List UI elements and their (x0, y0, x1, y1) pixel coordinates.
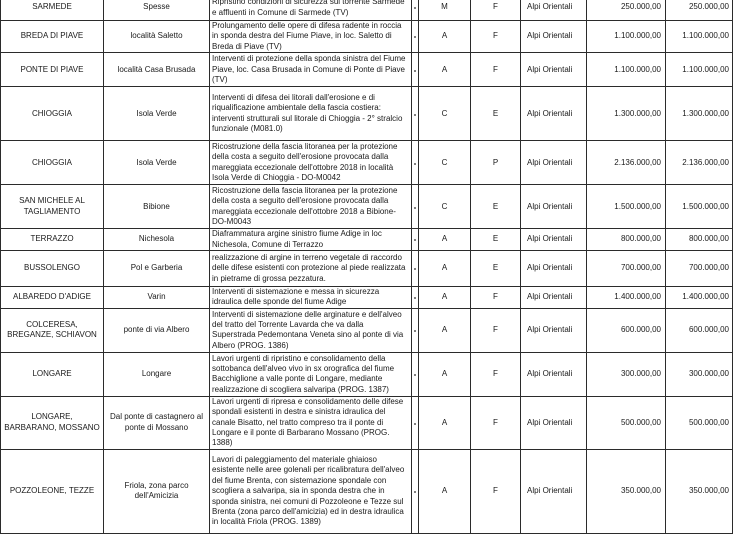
table-row (1, 0, 733, 21)
tipo-dissesto-cell: P (471, 141, 521, 185)
localita-cell: Friola, zona parco dell'Amicizia (104, 449, 210, 533)
comune-cell: SAN MICHELE AL TAGLIAMENTO (1, 185, 104, 229)
marker-cell (412, 0, 419, 21)
tipo-dissesto-cell: E (471, 185, 521, 229)
marker-cell (412, 396, 419, 449)
descrizione-cell: Interventi di sistemazione e messa in sicurezza idraulica delle sponde del fiume Adige (210, 287, 412, 309)
tipo-intervento-cell: A (419, 229, 471, 251)
importo-cell: 350.000,00 (587, 449, 666, 533)
descrizione-cell: Ricostruzione della fascia litoranea per la protezione della costa a seguito dell'erosione provocata dalla mareggiata eccezionale dell'ottobre 2018 in località Isola Verde di Chioggia - DO-M0042 (210, 141, 412, 185)
distretto-cell: Alpi Orientali (521, 53, 587, 87)
importo-totale-cell: 500.000,00 (666, 396, 733, 449)
tipo-intervento-cell: A (419, 21, 471, 53)
importo-totale-cell: 1.500.000,00 (666, 185, 733, 229)
distretto-cell: Alpi Orientali (521, 21, 587, 53)
localita-cell: Pol e Garberia (104, 251, 210, 287)
localita-cell: Bibione (104, 185, 210, 229)
tipo-dissesto-cell: F (471, 352, 521, 396)
marker-cell (412, 229, 419, 251)
distretto-cell: Alpi Orientali (521, 185, 587, 229)
comune-cell: TERRAZZO (1, 229, 104, 251)
table-row (1, 287, 733, 309)
descrizione-cell: Lavori di paleggiamento del materiale ghiaioso esistente nelle aree golenali per ricalibratura dell'alveo del fiume Brenta, con sistemazione spondale con scogliera a salvaripa, sia in sponda destra che in sponda sinistra, nei comuni di Pozzoleone e Tezze sul Brenta (zona parco dell'amicizia) ed in destra idraulica in località Friola (PROG. 1389) (210, 449, 412, 533)
table-row (1, 449, 733, 533)
table-row (1, 141, 733, 185)
row-marker-dot (414, 239, 416, 241)
marker-cell (412, 251, 419, 287)
comune-cell: CHIOGGIA (1, 87, 104, 141)
importo-totale-cell: 800.000,00 (666, 229, 733, 251)
table-row (1, 185, 733, 229)
tipo-intervento-cell: A (419, 308, 471, 352)
tipo-dissesto-cell: F (471, 449, 521, 533)
row-marker-dot (414, 268, 416, 270)
tipo-dissesto-cell: F (471, 21, 521, 53)
marker-cell (412, 185, 419, 229)
row-marker-dot (414, 297, 416, 299)
importo-totale-cell: 600.000,00 (666, 308, 733, 352)
tipo-dissesto-cell: F (471, 308, 521, 352)
tipo-intervento-cell: A (419, 396, 471, 449)
marker-cell (412, 87, 419, 141)
distretto-cell: Alpi Orientali (521, 0, 587, 21)
row-marker-dot (414, 163, 416, 165)
descrizione-cell: Diaframmatura argine sinistro fiume Adige in loc Nichesola, Comune di Terrazzo (210, 229, 412, 251)
descrizione-cell: Interventi di difesa dei litorali dall'erosione e di riqualificazione ambientale della fascia costiera: interventi strutturali sul litorale di Chioggia - 2° stralcio funzionale (M081.0) (210, 87, 412, 141)
importo-cell: 800.000,00 (587, 229, 666, 251)
comune-cell: CHIOGGIA (1, 141, 104, 185)
comune-cell: POZZOLEONE, TEZZE (1, 449, 104, 533)
tipo-dissesto-cell: E (471, 229, 521, 251)
row-marker-dot (414, 330, 416, 332)
importo-totale-cell: 1.100.000,00 (666, 21, 733, 53)
descrizione-cell: Prolungamento delle opere di difesa radente in roccia in sponda destra del Fiume Piave, in loc. Saletto di Breda di Piave (TV) (210, 21, 412, 53)
distretto-cell: Alpi Orientali (521, 308, 587, 352)
table-row (1, 21, 733, 53)
row-marker-dot (414, 374, 416, 376)
localita-cell: Nichesola (104, 229, 210, 251)
distretto-cell: Alpi Orientali (521, 87, 587, 141)
localita-cell: località Casa Brusada (104, 53, 210, 87)
descrizione-cell: Ripristino condizioni di sicurezza sul torrente Sarmede e affluenti in Comune di Sarmede (TV) (210, 0, 412, 21)
localita-cell: Isola Verde (104, 87, 210, 141)
importo-cell: 700.000,00 (587, 251, 666, 287)
table-row (1, 308, 733, 352)
distretto-cell: Alpi Orientali (521, 352, 587, 396)
table-row (1, 87, 733, 141)
descrizione-cell: Lavori urgenti di ripristino e consolidamento della sottobanca dell'alveo vivo in sx orografica del fiume Bacchiglione a valle ponte di Longare, mediante realizzazione di scogliera salvaripa (PROG. 1387) (210, 352, 412, 396)
importo-cell: 500.000,00 (587, 396, 666, 449)
tipo-intervento-cell: A (419, 53, 471, 87)
localita-cell: Dal ponte di castagnero al ponte di Mossano (104, 396, 210, 449)
table-row (1, 251, 733, 287)
marker-cell (412, 287, 419, 309)
row-marker-dot (414, 7, 416, 9)
importo-cell: 1.500.000,00 (587, 185, 666, 229)
marker-cell (412, 141, 419, 185)
importo-totale-cell: 350.000,00 (666, 449, 733, 533)
row-marker-dot (414, 70, 416, 72)
tipo-dissesto-cell: F (471, 0, 521, 21)
tipo-dissesto-cell: F (471, 287, 521, 309)
comune-cell: LONGARE (1, 352, 104, 396)
distretto-cell: Alpi Orientali (521, 251, 587, 287)
localita-cell: Longare (104, 352, 210, 396)
localita-cell: località Saletto (104, 21, 210, 53)
importo-cell: 600.000,00 (587, 308, 666, 352)
descrizione-cell: Interventi di protezione della sponda sinistra del Fiume Piave, loc. Casa Brusada in Comune di Ponte di Piave (TV) (210, 53, 412, 87)
marker-cell (412, 352, 419, 396)
marker-cell (412, 308, 419, 352)
tipo-intervento-cell: C (419, 185, 471, 229)
importo-cell: 1.400.000,00 (587, 287, 666, 309)
importo-totale-cell: 1.400.000,00 (666, 287, 733, 309)
descrizione-cell: realizzazione di argine in terreno vegetale di raccordo delle difese esistenti con protezione al piede realizzata in pietrame di grossa pezzatura. (210, 251, 412, 287)
comune-cell: LONGARE, BARBARANO, MOSSANO (1, 396, 104, 449)
table-row (1, 396, 733, 449)
descrizione-cell: Lavori urgenti di ripresa e consolidamento delle difese spondali esistenti in destra e sinistra idraulica del canale Bisatto, nel tratto compreso tra il ponte di Longare e il ponte di Barbarano Mossano (PROG. 1388) (210, 396, 412, 449)
importo-cell: 300.000,00 (587, 352, 666, 396)
importo-cell: 1.100.000,00 (587, 53, 666, 87)
localita-cell: Varin (104, 287, 210, 309)
importo-totale-cell: 250.000,00 (666, 0, 733, 21)
row-marker-dot (414, 207, 416, 209)
importo-totale-cell: 2.136.000,00 (666, 141, 733, 185)
tipo-intervento-cell: C (419, 141, 471, 185)
distretto-cell: Alpi Orientali (521, 287, 587, 309)
distretto-cell: Alpi Orientali (521, 449, 587, 533)
tipo-dissesto-cell: F (471, 53, 521, 87)
tipo-intervento-cell: A (419, 287, 471, 309)
importo-totale-cell: 700.000,00 (666, 251, 733, 287)
marker-cell (412, 53, 419, 87)
comune-cell: SARMEDE (1, 0, 104, 21)
distretto-cell: Alpi Orientali (521, 229, 587, 251)
tipo-intervento-cell: C (419, 87, 471, 141)
distretto-cell: Alpi Orientali (521, 396, 587, 449)
importo-totale-cell: 1.300.000,00 (666, 87, 733, 141)
table-body (1, 0, 733, 533)
table-row (1, 352, 733, 396)
tipo-dissesto-cell: E (471, 251, 521, 287)
comune-cell: BREDA DI PIAVE (1, 21, 104, 53)
table-row (1, 53, 733, 87)
localita-cell: ponte di via Albero (104, 308, 210, 352)
importo-cell: 1.100.000,00 (587, 21, 666, 53)
tipo-dissesto-cell: F (471, 396, 521, 449)
table-row (1, 229, 733, 251)
tipo-intervento-cell: A (419, 251, 471, 287)
comune-cell: ALBAREDO D'ADIGE (1, 287, 104, 309)
comune-cell: COLCERESA, BREGANZE, SCHIAVON (1, 308, 104, 352)
row-marker-dot (414, 423, 416, 425)
comune-cell: BUSSOLENGO (1, 251, 104, 287)
tipo-intervento-cell: A (419, 352, 471, 396)
importo-totale-cell: 1.100.000,00 (666, 53, 733, 87)
importo-cell: 2.136.000,00 (587, 141, 666, 185)
descrizione-cell: Ricostruzione della fascia litoranea per la protezione della costa a seguito dell'erosione provocata dalla mareggiata eccezionale dell'ottobre 2018 a Bibione- DO-M0043 (210, 185, 412, 229)
importo-cell: 1.300.000,00 (587, 87, 666, 141)
comune-cell: PONTE DI PIAVE (1, 53, 104, 87)
marker-cell (412, 21, 419, 53)
localita-cell: Spesse (104, 0, 210, 21)
tipo-dissesto-cell: E (471, 87, 521, 141)
tipo-intervento-cell: A (419, 449, 471, 533)
distretto-cell: Alpi Orientali (521, 141, 587, 185)
importo-totale-cell: 300.000,00 (666, 352, 733, 396)
row-marker-dot (414, 491, 416, 493)
row-marker-dot (414, 36, 416, 38)
importo-cell: 250.000,00 (587, 0, 666, 21)
tipo-intervento-cell: M (419, 0, 471, 21)
marker-cell (412, 449, 419, 533)
descrizione-cell: Interventi di sistemazione delle arginature e dell'alveo del tratto del Torrente Lavarda che va dalla Superstrada Pedemontana Veneta sino al ponte di via Albero (PROG. 1386) (210, 308, 412, 352)
row-marker-dot (414, 114, 416, 116)
localita-cell: Isola Verde (104, 141, 210, 185)
